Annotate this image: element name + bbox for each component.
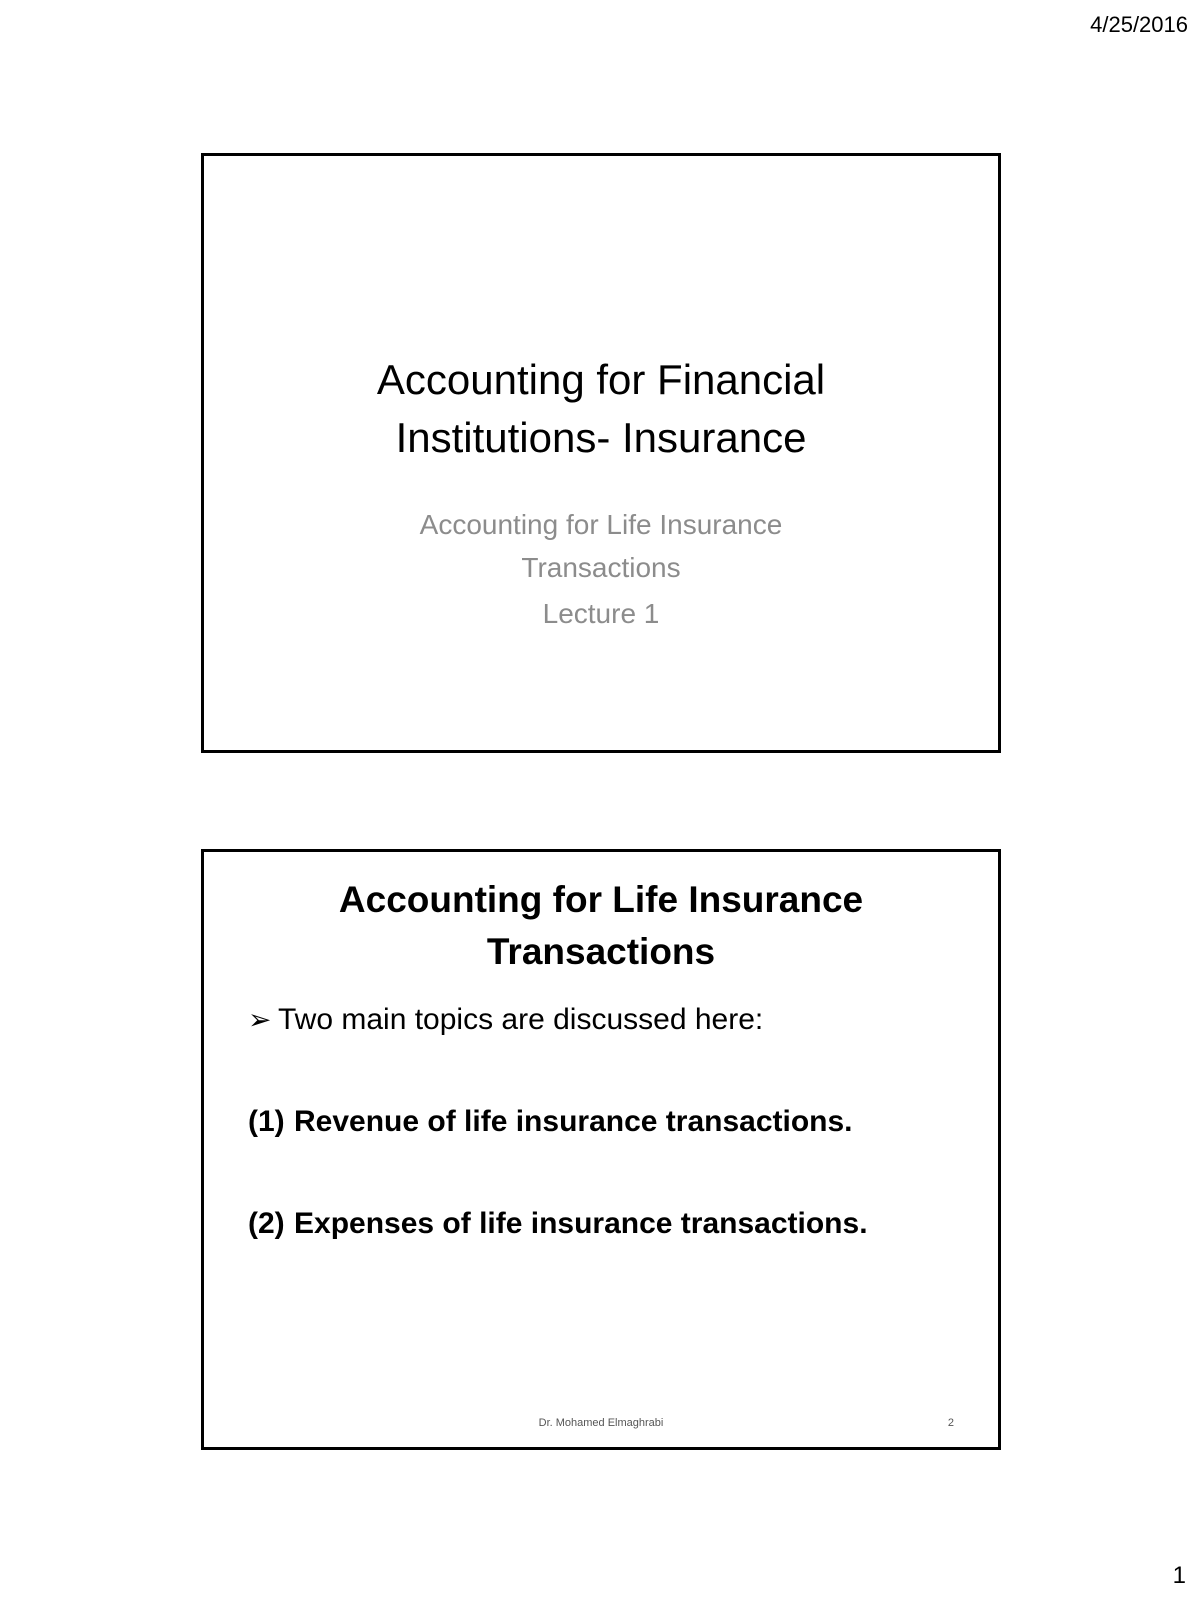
- slide-2-list-item: [248, 1204, 868, 1244]
- slide-2-number: 2: [947, 1417, 954, 1429]
- slide-2-bullet-text: Two main topics are discussed here:: [278, 1003, 764, 1036]
- slide-1-subtitle-line-1: Accounting for Life Insurance: [419, 509, 783, 540]
- list-item-number: (2): [248, 1207, 285, 1240]
- slide-1-title-line-2: Institutions- Insurance: [395, 414, 807, 461]
- slide-1-subtitle: [204, 503, 998, 589]
- slide-2-list-item: [248, 1102, 853, 1142]
- page-date: 4/25/2016: [1090, 12, 1188, 37]
- page-number: 1: [1172, 1562, 1186, 1589]
- slide-2-title: [204, 874, 998, 978]
- slide-1: [201, 153, 1001, 753]
- list-item-number: (1): [248, 1105, 285, 1138]
- slide-1-lecture-label: Lecture 1: [542, 598, 660, 629]
- arrow-bullet-icon: ➢: [248, 1004, 272, 1035]
- slide-2-title-line-1: Accounting for Life Insurance: [338, 879, 864, 920]
- list-item-text: Revenue of life insurance transactions.: [294, 1105, 853, 1138]
- slide-2-footer-author: Dr. Mohamed Elmaghrabi: [538, 1417, 664, 1429]
- slide-2-bullet: [248, 1000, 763, 1040]
- slide-1-title-line-1: Accounting for Financial: [376, 356, 826, 403]
- list-item-text: Expenses of life insurance transactions.: [294, 1207, 868, 1240]
- slide-1-title: [204, 351, 998, 467]
- slide-2-title-line-2: Transactions: [486, 931, 716, 972]
- slide-1-subtitle-line-2: Transactions: [521, 552, 681, 583]
- slide-2: [201, 849, 1001, 1450]
